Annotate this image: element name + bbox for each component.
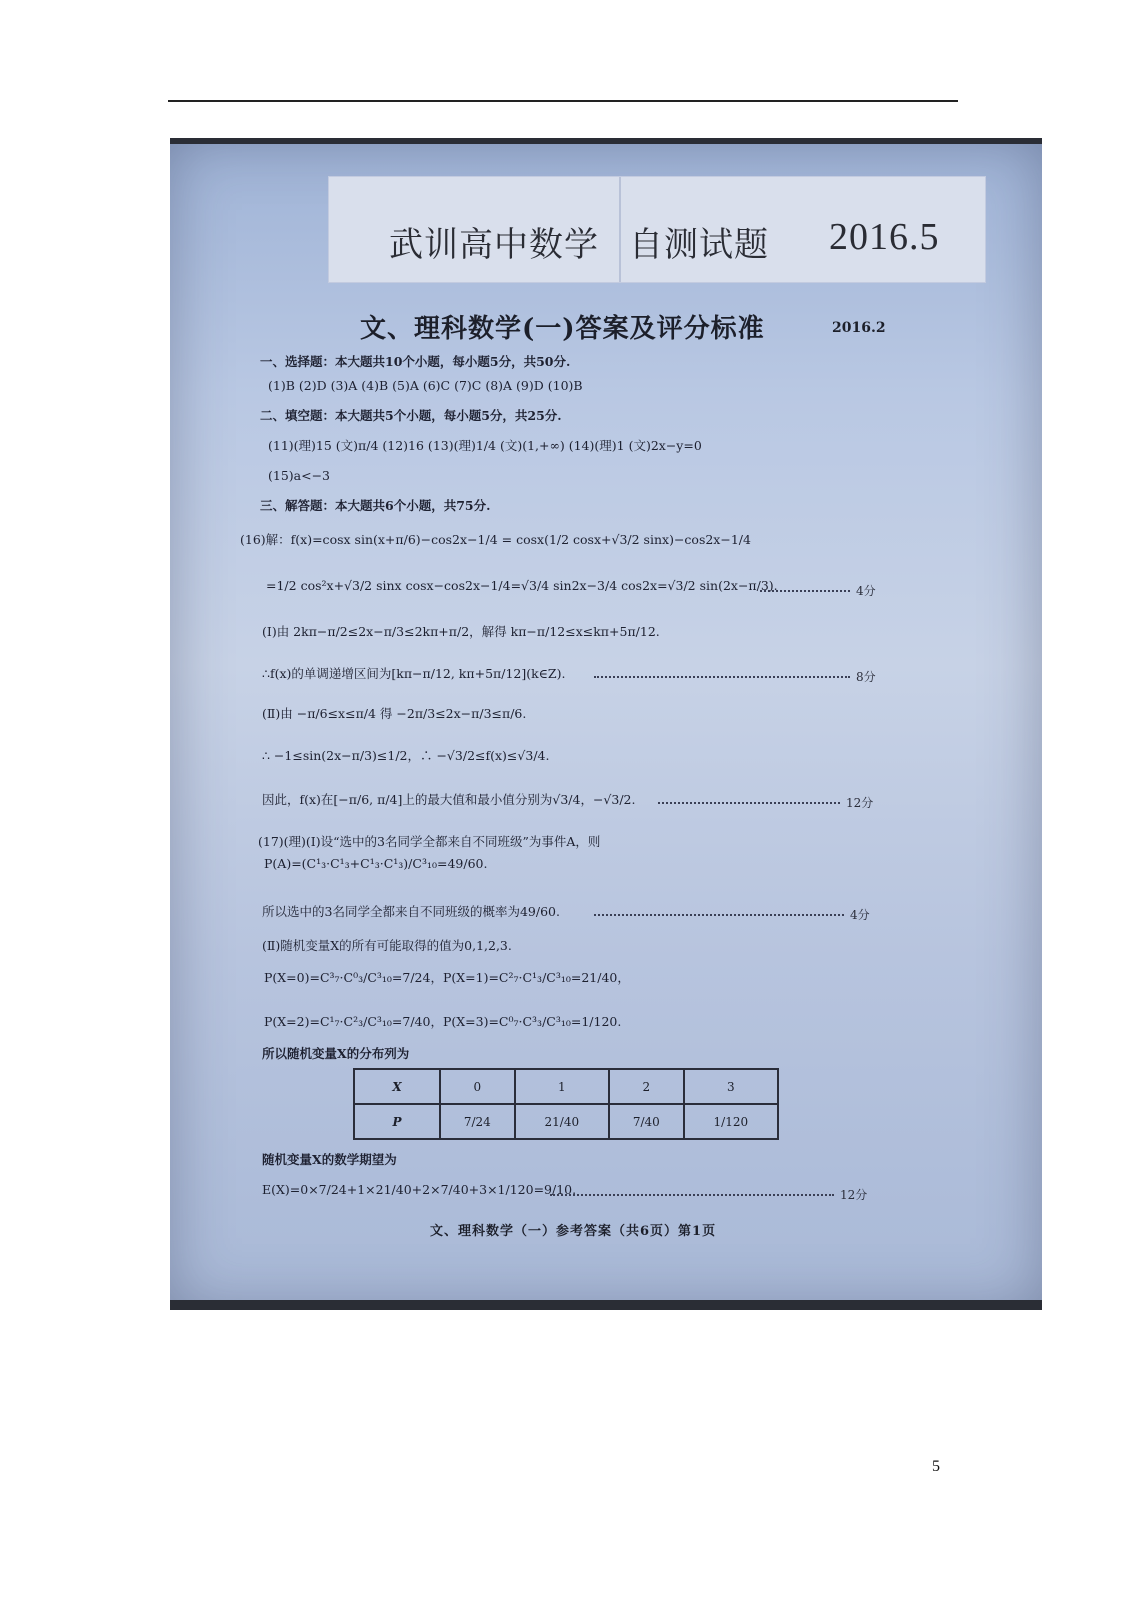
table-cell: 0 — [440, 1069, 515, 1104]
table-cell: 1/120 — [684, 1104, 778, 1139]
dotted-leader — [760, 590, 850, 592]
q17-expectation-label: 随机变量X的数学期望为 — [262, 1152, 397, 1167]
scanned-answer-sheet — [170, 138, 1042, 1310]
table-cell: 1 — [515, 1069, 609, 1104]
table-cell: 2 — [609, 1069, 684, 1104]
q17-conclusion-1: 所以选中的3名同学全都来自不同班级的概率为49/60. — [262, 904, 560, 919]
q16-line-2: =1/2 cos²x+√3/2 sinx cosx−cos2x−1/4=√3/4 sin2x−3/4 cos2x=√3/2 sin(2x−π/3). — [266, 578, 778, 593]
section-1-heading: 一、选择题：本大题共10个小题，每小题5分，共50分. — [260, 354, 571, 369]
q17-expectation: E(X)=0×7/24+1×21/40+2×7/40+3×1/120=9/10. — [262, 1182, 577, 1197]
q16-conclusion: 因此，f(x)在[−π/6, π/4]上的最大值和最小值分别为√3/4，−√3/2. — [262, 792, 636, 807]
document-title: 文、理科数学(一)答案及评分标准 — [360, 314, 765, 344]
table-header-x: X — [354, 1069, 440, 1104]
q17-prob-0-1: P(X=0)=C³₇·C⁰₃/C³₁₀=7/24，P(X=1)=C²₇·C¹₃/C³₁₀=21/40， — [264, 970, 630, 985]
table-cell: 7/40 — [609, 1104, 684, 1139]
table-cell: 21/40 — [515, 1104, 609, 1139]
table-cell: 3 — [684, 1069, 778, 1104]
q16-score-8: 8分 — [856, 670, 876, 684]
document-date: 2016.2 — [832, 320, 886, 336]
q17-distribution-label: 所以随机变量X的分布列为 — [262, 1046, 410, 1061]
page-number: 5 — [932, 1458, 940, 1475]
q17-probability-a: P(A)=(C¹₃·C¹₃+C¹₃·C¹₃)/C³₁₀=49/60. — [264, 856, 488, 871]
header-banner — [328, 176, 986, 283]
q16-score-4: 4分 — [856, 584, 876, 598]
section-2-line-1: (11)(理)15 (文)π/4 (12)16 (13)(理)1/4 (文)(1,+∞) (14)(理)1 (文)2x−y=0 — [268, 438, 702, 453]
table-row — [354, 1104, 778, 1139]
q17-score-4: 4分 — [850, 908, 870, 922]
table-cell: 7/24 — [440, 1104, 515, 1139]
q16-interval: ∴f(x)的单调递增区间为[kπ−π/12, kπ+5π/12](k∈Z). — [262, 666, 566, 681]
top-rule — [168, 100, 958, 102]
dotted-leader — [658, 802, 840, 804]
section-2-line-2: (15)a<−3 — [268, 468, 331, 483]
photo-top-edge — [170, 138, 1042, 144]
dotted-leader — [594, 914, 844, 916]
q16-part-2: (Ⅱ)由 −π/6≤x≤π/4 得 −2π/3≤2x−π/3≤π/6. — [262, 706, 527, 721]
dotted-leader — [550, 1194, 834, 1196]
q16-range: ∴ −1≤sin(2x−π/3)≤1/2，∴ −√3/2≤f(x)≤√3/4. — [262, 748, 550, 763]
q17-prob-2-3: P(X=2)=C¹₇·C²₃/C³₁₀=7/40，P(X=3)=C⁰₇·C³₃/C³₁₀=1/120. — [264, 1014, 622, 1029]
table-row — [354, 1069, 778, 1104]
dotted-leader — [594, 676, 850, 678]
photo-bottom-edge — [170, 1300, 1042, 1310]
q16-score-12: 12分 — [846, 796, 874, 810]
section-3-heading: 三、解答题：本大题共6个小题，共75分. — [260, 498, 491, 513]
banner-date: 2016.5 — [829, 216, 940, 258]
q17-part-2: (Ⅱ)随机变量X的所有可能取得的值为0,1,2,3. — [262, 938, 512, 953]
sheet-footer: 文、理科数学（一）参考答案（共6页）第1页 — [430, 1224, 717, 1239]
table-header-p: P — [354, 1104, 440, 1139]
banner-divider — [619, 177, 621, 282]
banner-test-name: 自测试题 — [629, 225, 769, 265]
section-2-heading: 二、填空题：本大题共5个小题，每小题5分，共25分. — [260, 408, 562, 423]
banner-school: 武训高中数学 — [389, 225, 599, 265]
q16-line-1: (16)解：f(x)=cosx sin(x+π/6)−cos2x−1/4 = cosx(1/2 cosx+√3/2 sinx)−cos2x−1/4 — [240, 532, 751, 547]
q17-score-12: 12分 — [840, 1188, 868, 1202]
q16-part-1: (Ⅰ)由 2kπ−π/2≤2x−π/3≤2kπ+π/2，解得 kπ−π/12≤x≤kπ+5π/12. — [262, 624, 660, 639]
distribution-table — [353, 1068, 779, 1140]
q17-line-1: (17)(理)(Ⅰ)设“选中的3名同学全都来自不同班级”为事件A，则 — [258, 834, 601, 849]
section-1-answers: (1)B (2)D (3)A (4)B (5)A (6)C (7)C (8)A (9)D (10)B — [268, 378, 583, 393]
